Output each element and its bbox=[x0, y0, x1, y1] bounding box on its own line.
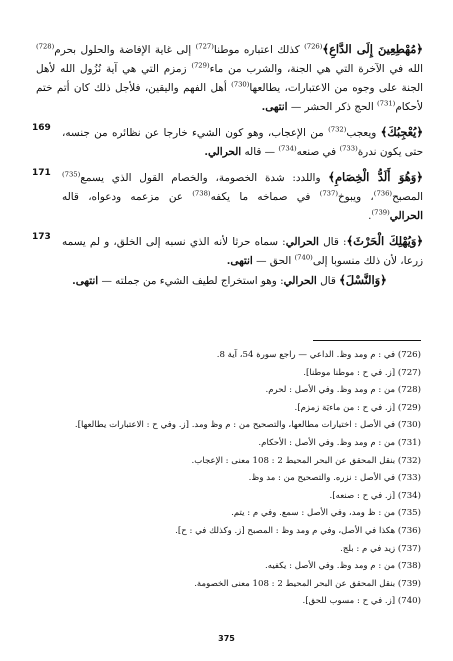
footnote-ref: (726) bbox=[304, 42, 323, 51]
verse-block-169 bbox=[32, 123, 424, 162]
author-name: الحرالي bbox=[283, 275, 317, 287]
paragraph-yuhlik bbox=[36, 232, 423, 271]
text: — قاله bbox=[241, 146, 279, 158]
text: أهل الفهم واليقين، فلأجل ذلك كان أتم ختم لأحكام bbox=[36, 82, 423, 113]
footnote-ref: (739) bbox=[371, 208, 390, 217]
text: ، ويبوخ bbox=[337, 191, 374, 203]
quran-keyword: ﴿مُهْطِعِينَ إِلَى الدَّاعِ﴾ bbox=[322, 42, 423, 56]
footnote-separator bbox=[313, 340, 421, 341]
footnote-ref: (728) bbox=[36, 42, 55, 51]
end-marker: انتهى. bbox=[226, 255, 253, 267]
text: واللدد: شدة الخصومة، والخصام القول الذي يسمع bbox=[80, 172, 329, 184]
footnote: (736) هكذا في الأصل، وفي م ومد وظ : المصبح [ز. وكذلك في : ح]. bbox=[175, 525, 421, 536]
footnote: (730) في الأصل : اختيارات مطالعها، والتصحيح من : م وظ ومد. [ز. وفي ح : الاعتبارات يطالعها]. bbox=[74, 420, 421, 431]
paragraph-nasl bbox=[36, 271, 423, 291]
footnote: (734) [ز. في ح : صنعه]. bbox=[329, 490, 421, 501]
text: الله في الآخرة التي هي الجنة، والشرب من ماء bbox=[209, 63, 423, 75]
footnote-ref: (727) bbox=[195, 42, 214, 51]
footnote-ref: (731) bbox=[377, 99, 396, 108]
verse-number: 169 bbox=[32, 123, 51, 133]
text: كذلك اعتباره موطنا bbox=[213, 44, 305, 56]
text: الحج ذكر الحشر — bbox=[287, 101, 378, 113]
text: المصبح bbox=[392, 191, 423, 203]
footnote: (729) [ز. في ح : من ماءيَة زمزم]. bbox=[294, 402, 421, 413]
paragraph-mohtiin bbox=[36, 40, 423, 117]
text: من الإعجاب، وهو كون الشيء خارجا عن نظائره من جنسه، حتى يكون ندرة bbox=[62, 127, 423, 158]
footnote: (727) [ز. في ح : موطنا موطنا]. bbox=[303, 367, 421, 378]
text: زمزم التي هي آية نُزُول الله لأهل الجنة على وجوه من الاعتبارات، يطالعها bbox=[36, 63, 424, 94]
footnote: (737) زيد في م : بلج. bbox=[340, 543, 421, 554]
verse-number: 173 bbox=[32, 232, 51, 242]
quran-keyword: ﴿وَهُوَ أَلَدُّ الْخِصَامِ﴾ bbox=[328, 170, 423, 184]
author-name: الحرالي bbox=[389, 210, 423, 222]
footnote-ref: (736) bbox=[373, 189, 393, 198]
text: : سماه حرثا لأنه الذي نسبه إلى الخلق، و لم يسمه زرعا، لأن ذلك منسوبا إلى bbox=[62, 236, 423, 267]
verse-block-171 bbox=[32, 168, 423, 226]
footnote: (735) من : ظ ومد، وفي الأصل : سمع. وفي م : يتم. bbox=[231, 508, 421, 519]
footnote: (728) من : م ومد وظ. وفي الأصل : لحرم. bbox=[265, 385, 421, 396]
quran-keyword: ﴿وَيُهْلِكَ الْحَرْثَ﴾ bbox=[346, 234, 423, 248]
footnote-ref: (733) bbox=[339, 144, 358, 153]
footnote: (740) [ز. في ح : مسوب للحق]. bbox=[302, 596, 421, 607]
footnote-ref: (732) bbox=[328, 125, 347, 134]
text: عن مزعمه ودعواه، قاله bbox=[62, 191, 193, 203]
text: : قال bbox=[318, 236, 347, 248]
footnote: (726) في : م ومد وظ. الداعي — راجع سورة 54، آية 8. bbox=[216, 350, 421, 360]
text: في صنعه bbox=[296, 146, 340, 158]
text: . bbox=[368, 210, 372, 222]
paragraph-aladd bbox=[36, 168, 423, 226]
footnote-ref: (730) bbox=[231, 80, 250, 89]
author-name: الحرالي bbox=[285, 236, 319, 248]
quran-keyword: ﴿يُعْجِبُكَ﴾ bbox=[380, 125, 424, 139]
footnote: (739) بنقل المحقق عن البحر المحيط 2 : 108 معنى الخصومة. bbox=[194, 578, 421, 589]
end-marker: انتهى. bbox=[261, 101, 288, 113]
text: : وهو استخراج لطيف الشيء من جملته — bbox=[98, 275, 284, 287]
paragraph-yujibuka bbox=[36, 123, 423, 162]
verse-number: 171 bbox=[32, 168, 51, 178]
text: في صماخه ما يكفه bbox=[210, 191, 320, 203]
footnote: (733) في الأصل : نزره. والتصحيح من : مد وظ. bbox=[248, 473, 421, 484]
footnote-ref: (738) bbox=[192, 189, 211, 198]
text: الحق — bbox=[252, 255, 295, 267]
footnote-ref: (734) bbox=[278, 144, 297, 153]
verse-block-173 bbox=[32, 232, 423, 271]
footnote-ref: (729) bbox=[191, 61, 210, 70]
footnote-ref: (735) bbox=[62, 170, 81, 179]
page-number: 375 bbox=[218, 634, 235, 643]
footnote-ref: (737) bbox=[319, 189, 338, 198]
footnote: (738) من : م ومد وظ. وفي الأصل : يكفيه. bbox=[265, 561, 421, 572]
footnote: (732) بنقل المحقق عن البحر المحيط 2 : 108 معنى : الإعجاب. bbox=[191, 455, 421, 466]
end-marker: انتهى. bbox=[72, 275, 99, 287]
footnote: (731) من : م ومد وظ. وفي الأصل : الأحكام. bbox=[258, 437, 421, 448]
text: قال bbox=[316, 275, 340, 287]
author-name: الحرالي. bbox=[204, 146, 242, 158]
footnote-ref: (740) bbox=[294, 253, 313, 262]
quran-keyword: ﴿وَالنَّسْلَ﴾ bbox=[339, 273, 387, 287]
text: ويعجب bbox=[346, 127, 381, 139]
footnotes bbox=[40, 347, 421, 611]
main-text bbox=[32, 40, 424, 291]
text: إلى غاية الإفاضة والحلول بحرم bbox=[54, 44, 196, 56]
